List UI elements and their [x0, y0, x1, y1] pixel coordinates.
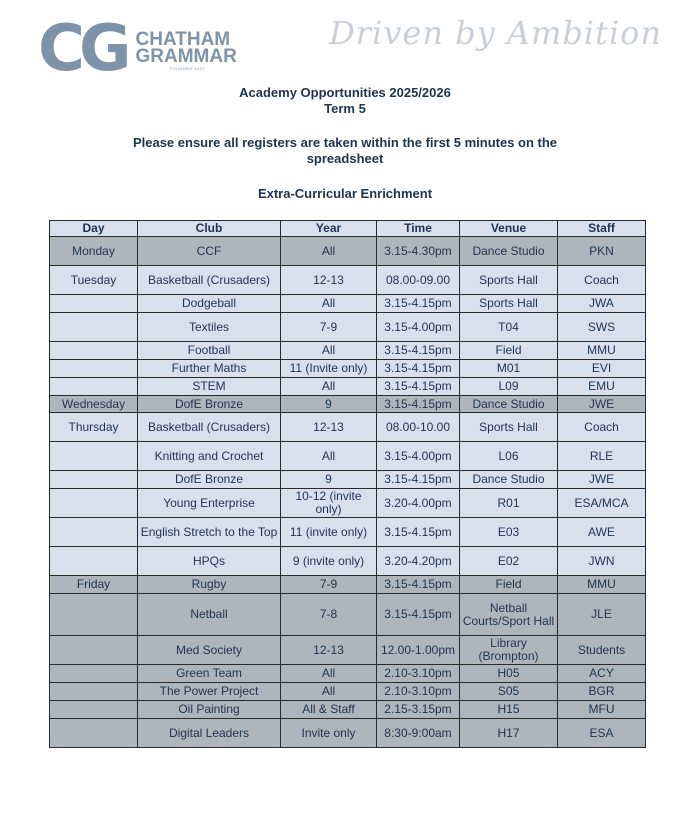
cell-day [50, 547, 138, 576]
notice-line-2: spreadsheet [306, 151, 384, 166]
cell-time: 08.00-09.00 [377, 266, 460, 295]
table-row [50, 594, 646, 636]
cell-year: 7-9 [281, 313, 377, 342]
tagline: Driven by Ambition [329, 14, 662, 52]
cell-club: DofE Bronze [138, 471, 281, 489]
title-line-1: Academy Opportunities 2025/2026 [239, 85, 451, 100]
cell-venue: Sports Hall [460, 413, 558, 442]
cell-staff: Coach [558, 266, 646, 295]
cell-club: Football [138, 342, 281, 360]
cell-time: 3.15-4.15pm [377, 378, 460, 396]
cell-venue: Field [460, 576, 558, 594]
table-row [50, 489, 646, 518]
cell-staff: EMU [558, 378, 646, 396]
cell-club: DofE Bronze [138, 396, 281, 413]
cell-day [50, 665, 138, 683]
cell-club: Dodgeball [138, 295, 281, 313]
cell-year: 11 (invite only) [281, 518, 377, 547]
notice-line-1: Please ensure all registers are taken within the first 5 minutes on the [132, 135, 558, 150]
cell-year: 9 (invite only) [281, 547, 377, 576]
cell-day: Thursday [50, 413, 138, 442]
cell-staff: MMU [558, 342, 646, 360]
cell-day: Monday [50, 237, 138, 266]
cell-time: 3.15-4.00pm [377, 313, 460, 342]
cell-year: All [281, 237, 377, 266]
table-row [50, 413, 646, 442]
column-header-venue: Venue [460, 221, 558, 237]
cell-day [50, 719, 138, 748]
title-line-2: Term 5 [324, 101, 366, 116]
cell-time: 3.15-4.15pm [377, 396, 460, 413]
cell-time: 3.15-4.15pm [377, 594, 460, 636]
cell-year: 9 [281, 396, 377, 413]
cell-staff: MMU [558, 576, 646, 594]
column-header-day: Day [50, 221, 138, 237]
column-header-staff: Staff [558, 221, 646, 237]
cell-venue: Library (Brompton) [460, 636, 558, 665]
cell-staff: RLE [558, 442, 646, 471]
table-row [50, 636, 646, 665]
cell-staff: Students [558, 636, 646, 665]
cell-club: Knitting and Crochet [138, 442, 281, 471]
cell-time: 12.00-1.00pm [377, 636, 460, 665]
document-title [0, 85, 690, 117]
cell-day [50, 313, 138, 342]
cell-time: 3.15-4.00pm [377, 442, 460, 471]
cell-staff: MFU [558, 701, 646, 719]
cell-staff: ESA [558, 719, 646, 748]
cell-time: 3.15-4.15pm [377, 342, 460, 360]
cell-staff: ESA/MCA [558, 489, 646, 518]
cell-day: Tuesday [50, 266, 138, 295]
cell-day [50, 518, 138, 547]
cell-venue: Dance Studio [460, 237, 558, 266]
cell-day [50, 442, 138, 471]
register-notice [0, 135, 690, 167]
table-row [50, 237, 646, 266]
cell-staff: JWE [558, 396, 646, 413]
cell-staff: BGR [558, 683, 646, 701]
cell-venue: L06 [460, 442, 558, 471]
cell-staff: SWS [558, 313, 646, 342]
cell-staff: JWE [558, 471, 646, 489]
cell-staff: ACY [558, 665, 646, 683]
logo-line-1: CHATHAM [135, 29, 231, 50]
cell-venue: H15 [460, 701, 558, 719]
column-header-year: Year [281, 221, 377, 237]
cell-year: Invite only [281, 719, 377, 748]
cell-year: All [281, 442, 377, 471]
cell-year: 12-13 [281, 413, 377, 442]
school-logo [38, 12, 237, 86]
cell-venue: R01 [460, 489, 558, 518]
cell-venue: Dance Studio [460, 471, 558, 489]
cell-club: Oil Painting [138, 701, 281, 719]
cell-venue: Field [460, 342, 558, 360]
cell-year: 10-12 (invite only) [281, 489, 377, 518]
cell-time: 8:30-9:00am [377, 719, 460, 748]
cell-year: All [281, 342, 377, 360]
table-row [50, 313, 646, 342]
cell-venue: Sports Hall [460, 295, 558, 313]
column-header-club: Club [138, 221, 281, 237]
cell-year: All [281, 378, 377, 396]
table-row [50, 396, 646, 413]
cell-time: 3.15-4.15pm [377, 295, 460, 313]
cell-club: The Power Project [138, 683, 281, 701]
cell-time: 3.15-4.15pm [377, 360, 460, 378]
cell-day [50, 683, 138, 701]
cell-club: Digital Leaders [138, 719, 281, 748]
table-row [50, 360, 646, 378]
table-header-row [50, 221, 646, 237]
cell-club: Textiles [138, 313, 281, 342]
table-row [50, 442, 646, 471]
cell-time: 08.00-10.00 [377, 413, 460, 442]
cell-time: 3.15-4.15pm [377, 576, 460, 594]
logo-line-2: GRAMMAR [135, 46, 237, 67]
cell-venue: H17 [460, 719, 558, 748]
cell-time: 2.15-3.15pm [377, 701, 460, 719]
table-row [50, 518, 646, 547]
cell-venue: L09 [460, 378, 558, 396]
column-header-time: Time [377, 221, 460, 237]
cell-day [50, 471, 138, 489]
cell-staff: EVI [558, 360, 646, 378]
cell-venue: Sports Hall [460, 266, 558, 295]
cell-club: HPQs [138, 547, 281, 576]
cell-club: Basketball (Crusaders) [138, 266, 281, 295]
cell-club: STEM [138, 378, 281, 396]
cell-venue: Netball Courts/Sport Hall [460, 594, 558, 636]
cell-club: CCF [138, 237, 281, 266]
cell-time: 3.15-4.30pm [377, 237, 460, 266]
cell-day [50, 701, 138, 719]
cell-staff: Coach [558, 413, 646, 442]
table-row [50, 266, 646, 295]
cell-day [50, 360, 138, 378]
table-row [50, 683, 646, 701]
cell-time: 3.15-4.15pm [377, 471, 460, 489]
cell-day: Wednesday [50, 396, 138, 413]
cell-staff: JWN [558, 547, 646, 576]
cell-year: 12-13 [281, 266, 377, 295]
cell-club: Basketball (Crusaders) [138, 413, 281, 442]
table-row [50, 342, 646, 360]
cell-day [50, 342, 138, 360]
cell-club: Netball [138, 594, 281, 636]
cell-club: Young Enterprise [138, 489, 281, 518]
cell-time: 3.15-4.15pm [377, 518, 460, 547]
section-heading: Extra-Curricular Enrichment [257, 186, 433, 201]
cell-club: Further Maths [138, 360, 281, 378]
cell-venue: E02 [460, 547, 558, 576]
cell-day [50, 489, 138, 518]
cell-venue: H05 [460, 665, 558, 683]
logo-founded: FOUNDED 1907 [169, 66, 206, 71]
schedule-table [49, 220, 646, 748]
cell-year: 11 (Invite only) [281, 360, 377, 378]
cell-venue: T04 [460, 313, 558, 342]
cell-year: All [281, 295, 377, 313]
cell-year: All [281, 683, 377, 701]
logo-wordmark [136, 31, 237, 71]
cell-staff: AWE [558, 518, 646, 547]
cell-staff: JLE [558, 594, 646, 636]
cell-venue: M01 [460, 360, 558, 378]
logo-initials: CG [38, 12, 126, 86]
cell-year: 7-9 [281, 576, 377, 594]
cell-year: 9 [281, 471, 377, 489]
cell-year: All [281, 665, 377, 683]
cell-club: Green Team [138, 665, 281, 683]
cell-time: 2.10-3.10pm [377, 665, 460, 683]
cell-staff: JWA [558, 295, 646, 313]
cell-year: 12-13 [281, 636, 377, 665]
cell-venue: Dance Studio [460, 396, 558, 413]
table-row [50, 471, 646, 489]
cell-day [50, 378, 138, 396]
schedule-body [50, 237, 646, 748]
cell-club: English Stretch to the Top [138, 518, 281, 547]
cell-venue: E03 [460, 518, 558, 547]
cell-day: Friday [50, 576, 138, 594]
cell-year: All & Staff [281, 701, 377, 719]
table-row [50, 701, 646, 719]
table-row [50, 576, 646, 594]
cell-time: 3.20-4.20pm [377, 547, 460, 576]
cell-club: Rugby [138, 576, 281, 594]
table-row [50, 719, 646, 748]
cell-staff: PKN [558, 237, 646, 266]
table-row [50, 665, 646, 683]
cell-year: 7-8 [281, 594, 377, 636]
table-row [50, 547, 646, 576]
cell-time: 2.10-3.10pm [377, 683, 460, 701]
cell-club: Med Society [138, 636, 281, 665]
cell-day [50, 594, 138, 636]
table-row [50, 295, 646, 313]
table-row [50, 378, 646, 396]
cell-day [50, 636, 138, 665]
cell-venue: S05 [460, 683, 558, 701]
cell-time: 3.20-4.00pm [377, 489, 460, 518]
cell-day [50, 295, 138, 313]
